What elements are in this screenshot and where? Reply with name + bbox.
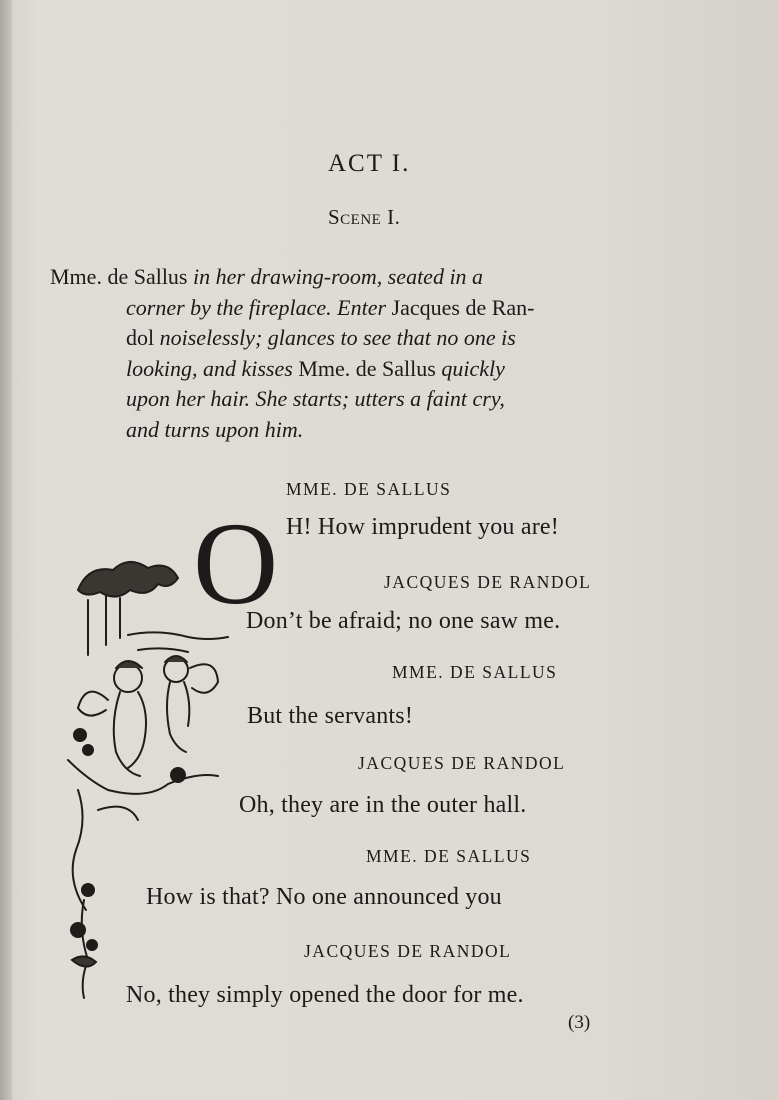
cherubs-illustration-icon (58, 560, 238, 1010)
dialogue-line: But the servants! (247, 703, 414, 729)
speaker-name: MME. DE SALLUS (366, 846, 532, 866)
dialogue-line: Oh, they are in the outer hall. (239, 792, 527, 818)
page-number: (3) (568, 1012, 591, 1033)
act-title: ACT I. (328, 150, 411, 177)
page-edge (0, 0, 12, 1100)
scene-title: Scene I. (328, 205, 401, 229)
dialogue-line: Don’t be afraid; no one saw me. (246, 608, 561, 634)
speaker-name: MME. DE SALLUS (392, 662, 558, 682)
drop-cap: O (193, 498, 279, 629)
speaker-name: MME. DE SALLUS (286, 479, 452, 499)
dialogue-line: H! How imprudent you are! (286, 514, 559, 540)
speaker-name: JACQUES DE RANDOL (304, 941, 512, 961)
direction-line-4: looking, and kisses Mme. de Sallus quickly (126, 355, 505, 381)
speaker-name: JACQUES DE RANDOL (384, 572, 592, 592)
speaker-name: JACQUES DE RANDOL (358, 753, 566, 773)
direction-line-2: corner by the fireplace. Enter Jacques de Ran- (126, 294, 535, 320)
stage-direction (50, 262, 710, 445)
direction-line-6: and turns upon him. (126, 416, 304, 442)
dialogue-line: No, they simply opened the door for me. (126, 982, 524, 1008)
direction-line-5: upon her hair. She starts; utters a faint cry, (126, 386, 505, 411)
dialogue-line: How is that? No one announced you (146, 884, 502, 910)
direction-line-3: dol noiselessly; glances to see that no one is (126, 325, 516, 350)
direction-line-1: Mme. de Sallus in her drawing-room, seated in a (50, 264, 484, 289)
